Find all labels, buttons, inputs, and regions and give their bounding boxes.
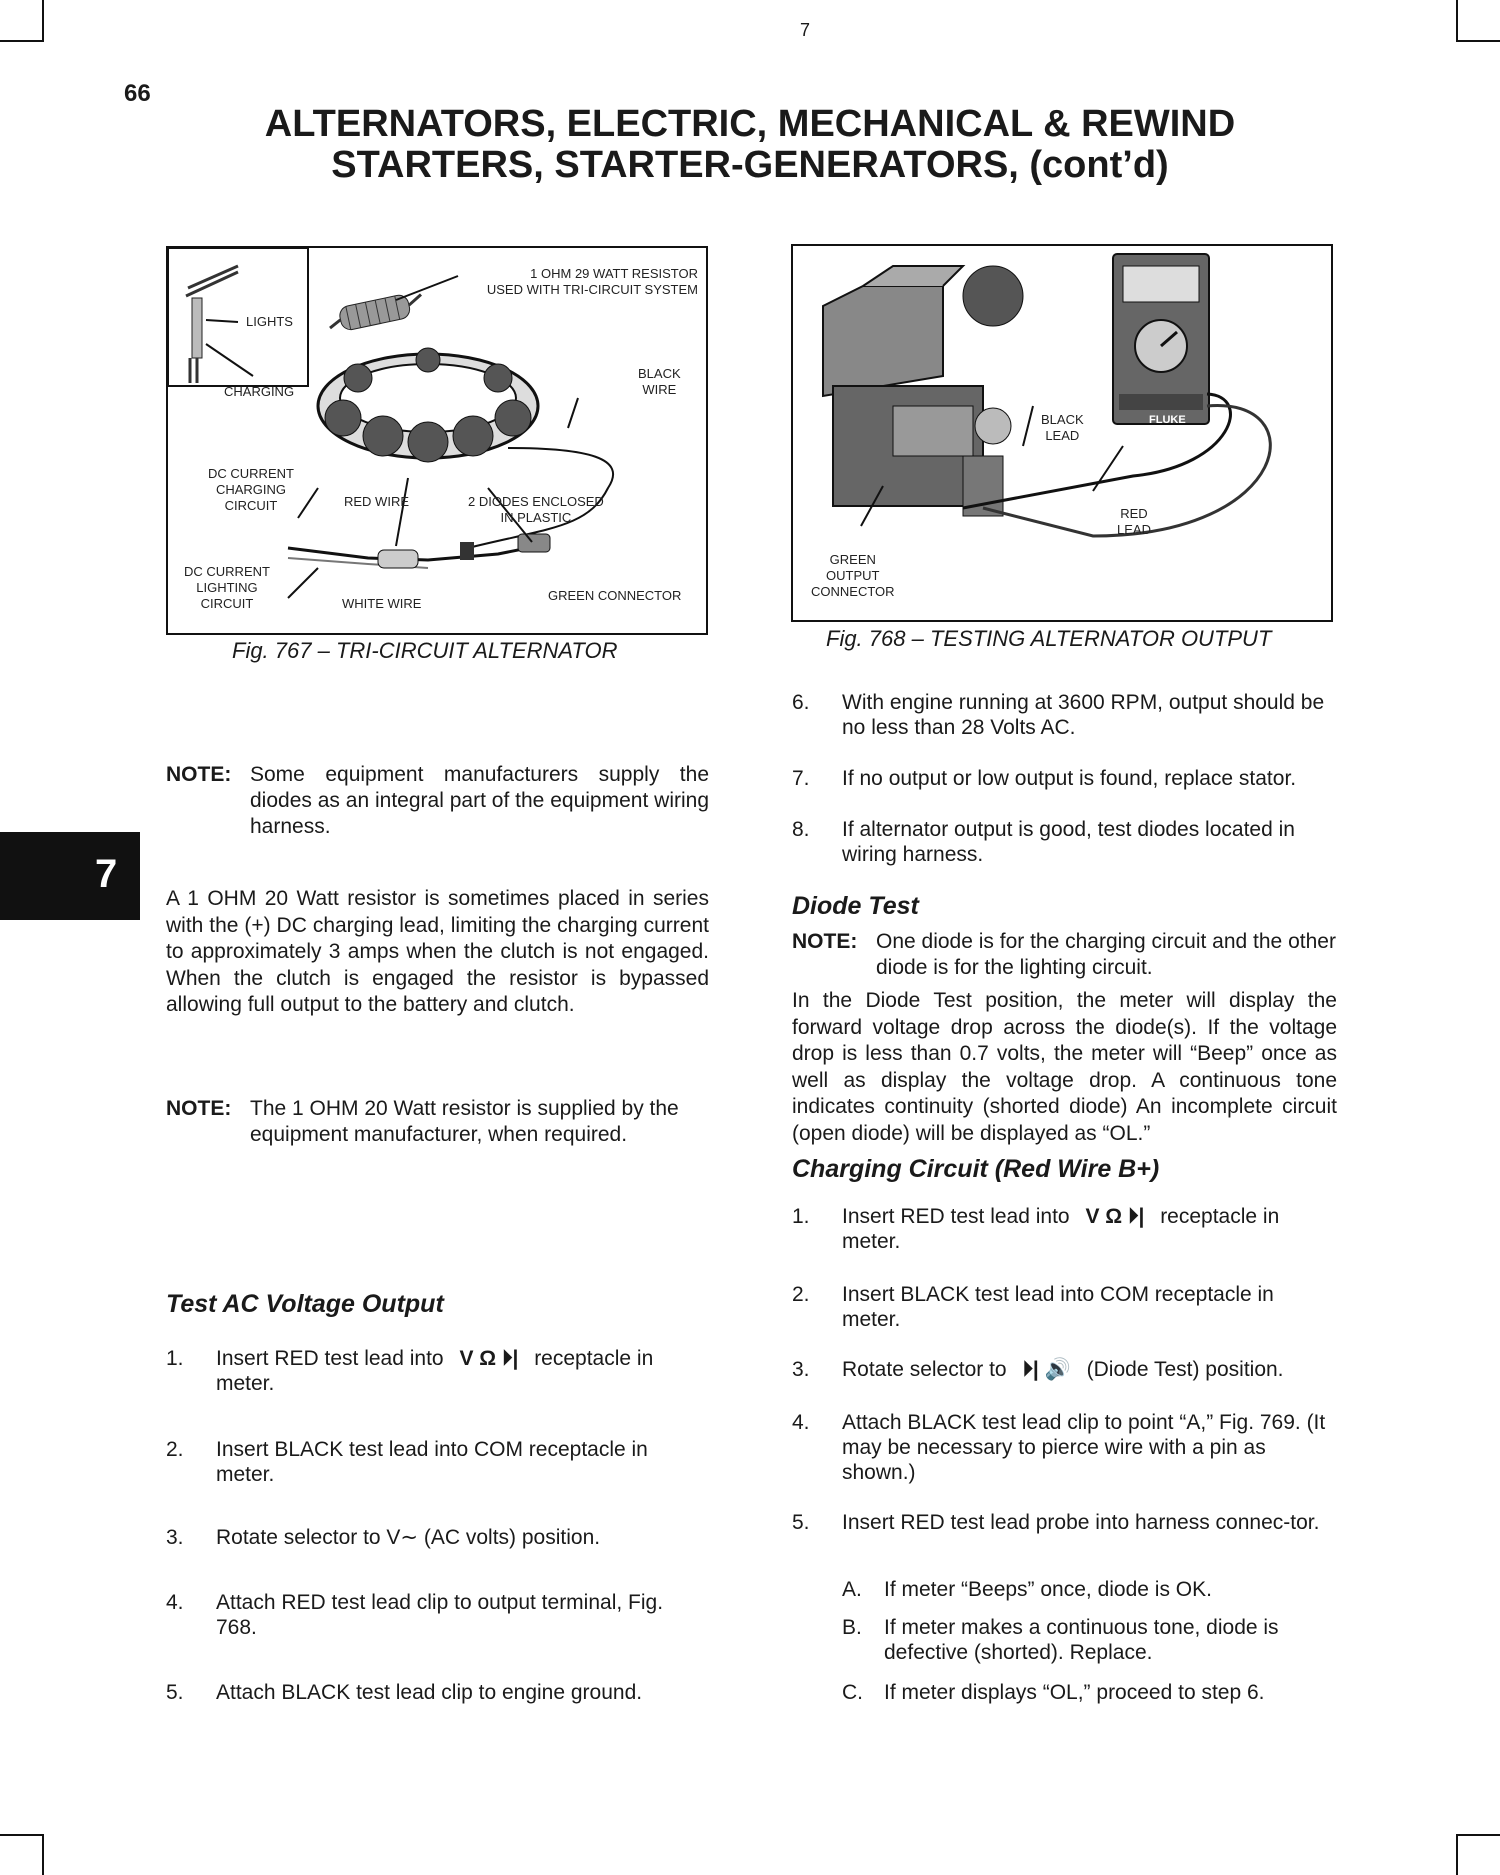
label-black-wire-2: WIRE	[642, 382, 677, 397]
page-title-line2: STARTERS, STARTER-GENERATORS, (cont’d)	[331, 144, 1169, 186]
step-letter: B.	[842, 1616, 862, 1639]
step-text: Insert RED test lead into	[216, 1347, 444, 1370]
figure-767-caption: Fig. 767 – TRI-CIRCUIT ALTERNATOR	[232, 638, 618, 663]
step-number: 5.	[166, 1681, 184, 1704]
step-number: 2.	[166, 1438, 184, 1461]
label-green-1: GREEN	[829, 552, 876, 567]
page-title-line1: ALTERNATORS, ELECTRIC, MECHANICAL & REWIND	[264, 103, 1236, 145]
chapter-tab-label: 7	[95, 852, 118, 896]
note-diodes	[166, 762, 709, 840]
crop-mark	[42, 0, 44, 40]
note-text: The 1 OHM 20 Watt resistor is supplied by the equipment manufacturer, when required.	[250, 1097, 679, 1146]
step-text: If alternator output is good, test diodes located in wiring harness.	[842, 818, 1295, 866]
label-dc-lighting-2: LIGHTING	[196, 580, 258, 595]
label-lights: LIGHTS	[246, 314, 293, 329]
label-diodes-2: IN PLASTIC	[500, 510, 572, 525]
page-number: 66	[124, 80, 151, 107]
crop-mark	[42, 1835, 44, 1875]
label-black-wire-1: BLACK	[638, 366, 681, 381]
label-resistor-1: 1 OHM 29 WATT RESISTOR	[530, 266, 698, 281]
label-red-wire: RED WIRE	[344, 494, 409, 509]
heading-diode-test: Diode Test	[792, 892, 919, 920]
note-label: NOTE:	[792, 930, 858, 953]
step-text: Attach BLACK test lead clip to engine ground.	[216, 1681, 643, 1704]
step-text: Rotate selector to	[842, 1358, 1007, 1381]
label-green-2: OUTPUT	[826, 568, 880, 583]
note-label: NOTE:	[166, 1097, 232, 1120]
figure-768	[791, 244, 1333, 622]
step-number: 3.	[792, 1358, 810, 1381]
label-dc-charging-2: CHARGING	[215, 482, 286, 497]
step-text: receptacle in meter.	[842, 1205, 1280, 1253]
vohm-diode-symbol: V Ω ⏵|	[1085, 1205, 1145, 1228]
label-white-wire: WHITE WIRE	[342, 596, 422, 611]
step-text: If meter displays “OL,” proceed to step 6.	[884, 1681, 1265, 1704]
step-number: 2.	[792, 1283, 810, 1306]
figure-768-caption: Fig. 768 – TESTING ALTERNATOR OUTPUT	[826, 626, 1272, 651]
crop-mark	[1456, 1834, 1500, 1836]
step-number: 6.	[792, 691, 810, 714]
note-diode-circuits	[792, 929, 1337, 981]
label-red-lead-1: RED	[1120, 506, 1148, 521]
step-letter: C.	[842, 1681, 863, 1704]
label-black-lead-2: LEAD	[1045, 428, 1080, 443]
step-text: Insert BLACK test lead into COM receptacle in meter.	[842, 1283, 1274, 1331]
step-number: 4.	[166, 1591, 184, 1614]
step-number: 1.	[792, 1205, 810, 1228]
step-text: receptacle in meter.	[216, 1347, 654, 1395]
crop-mark	[0, 40, 44, 42]
step-number: 7.	[792, 767, 810, 790]
diode-test-symbol: ⏵| 🔊	[1022, 1358, 1071, 1381]
crop-mark	[1456, 1835, 1458, 1875]
note-text: One diode is for the charging circuit and the other diode is for the lighting circuit.	[876, 930, 1336, 979]
label-fluke: FLUKE	[1149, 414, 1186, 426]
step-number: 3.	[166, 1526, 184, 1549]
crop-mark	[1456, 0, 1458, 40]
heading-charging-circuit: Charging Circuit (Red Wire B+)	[792, 1155, 1160, 1183]
heading-test-ac-voltage: Test AC Voltage Output	[166, 1290, 444, 1318]
label-charging: CHARGING	[224, 384, 295, 399]
step-text: If meter makes a continuous tone, diode is defective (shorted). Replace.	[884, 1616, 1279, 1664]
step-number: 4.	[792, 1411, 810, 1434]
label-dc-lighting-3: CIRCUIT	[200, 596, 254, 611]
step-text: Attach BLACK test lead clip to point “A,” Fig. 769. (It may be necessary to pierce wire with a pin as shown.)	[842, 1411, 1326, 1484]
header-number: 7	[800, 20, 811, 40]
label-dc-charging-3: CIRCUIT	[224, 498, 278, 513]
label-diodes-1: 2 DIODES ENCLOSED	[468, 494, 604, 509]
step-text: Attach RED test lead clip to output terminal, Fig. 768.	[216, 1591, 664, 1639]
step-text: If meter “Beeps” once, diode is OK.	[884, 1578, 1212, 1601]
label-red-lead-2: LEAD	[1117, 522, 1151, 537]
step-text: Insert RED test lead into	[842, 1205, 1070, 1228]
label-dc-lighting-1: DC CURRENT	[184, 564, 270, 579]
label-resistor-2: USED WITH TRI-CIRCUIT SYSTEM	[486, 282, 698, 297]
note-label: NOTE:	[166, 763, 232, 786]
note-resistor	[166, 1096, 709, 1148]
label-green-connector: GREEN CONNECTOR	[548, 588, 682, 603]
step-number: 1.	[166, 1347, 184, 1370]
label-black-lead-1: BLACK	[1041, 412, 1084, 427]
resistor-paragraph: A 1 OHM 20 Watt resistor is sometimes placed in series with the (+) DC charging lead, limiting the charging current to approximately 3 amps when the clutch is not engaged. When the clutch is engaged the resistor is bypassed allowing full output to the battery and clutch.	[166, 887, 709, 1016]
figure-767	[166, 246, 708, 635]
step-text: Insert BLACK test lead into COM receptacle in meter.	[216, 1438, 648, 1486]
step-text: Insert RED test lead probe into harness connec-tor.	[842, 1511, 1320, 1534]
step-text: (Diode Test) position.	[1086, 1358, 1284, 1381]
crop-mark	[1456, 40, 1500, 42]
diode-test-paragraph: In the Diode Test position, the meter will display the forward voltage drop across the diode(s). If the voltage drop is less than 0.7 volts, the meter will “Beep” once as well as display the voltage drop. A continuous tone indicates continuity (shorted diode) An incomplete circuit (open diode) will be displayed as “OL.”	[792, 989, 1337, 1145]
vohm-diode-symbol: V Ω ⏵|	[459, 1347, 519, 1370]
chapter-tab	[0, 832, 140, 920]
label-green-3: CONNECTOR	[811, 584, 895, 599]
step-number: 5.	[792, 1511, 810, 1534]
crop-mark	[0, 1834, 44, 1836]
step-letter: A.	[842, 1578, 862, 1601]
label-dc-charging-1: DC CURRENT	[208, 466, 294, 481]
step-number: 8.	[792, 818, 810, 841]
step-text: Rotate selector to V∼ (AC volts) position.	[216, 1526, 601, 1549]
note-text: Some equipment manufacturers supply the diodes as an integral part of the equipment wiring harness.	[250, 763, 709, 838]
step-text: If no output or low output is found, replace stator.	[842, 767, 1297, 790]
step-text: With engine running at 3600 RPM, output should be no less than 28 Volts AC.	[842, 691, 1325, 739]
